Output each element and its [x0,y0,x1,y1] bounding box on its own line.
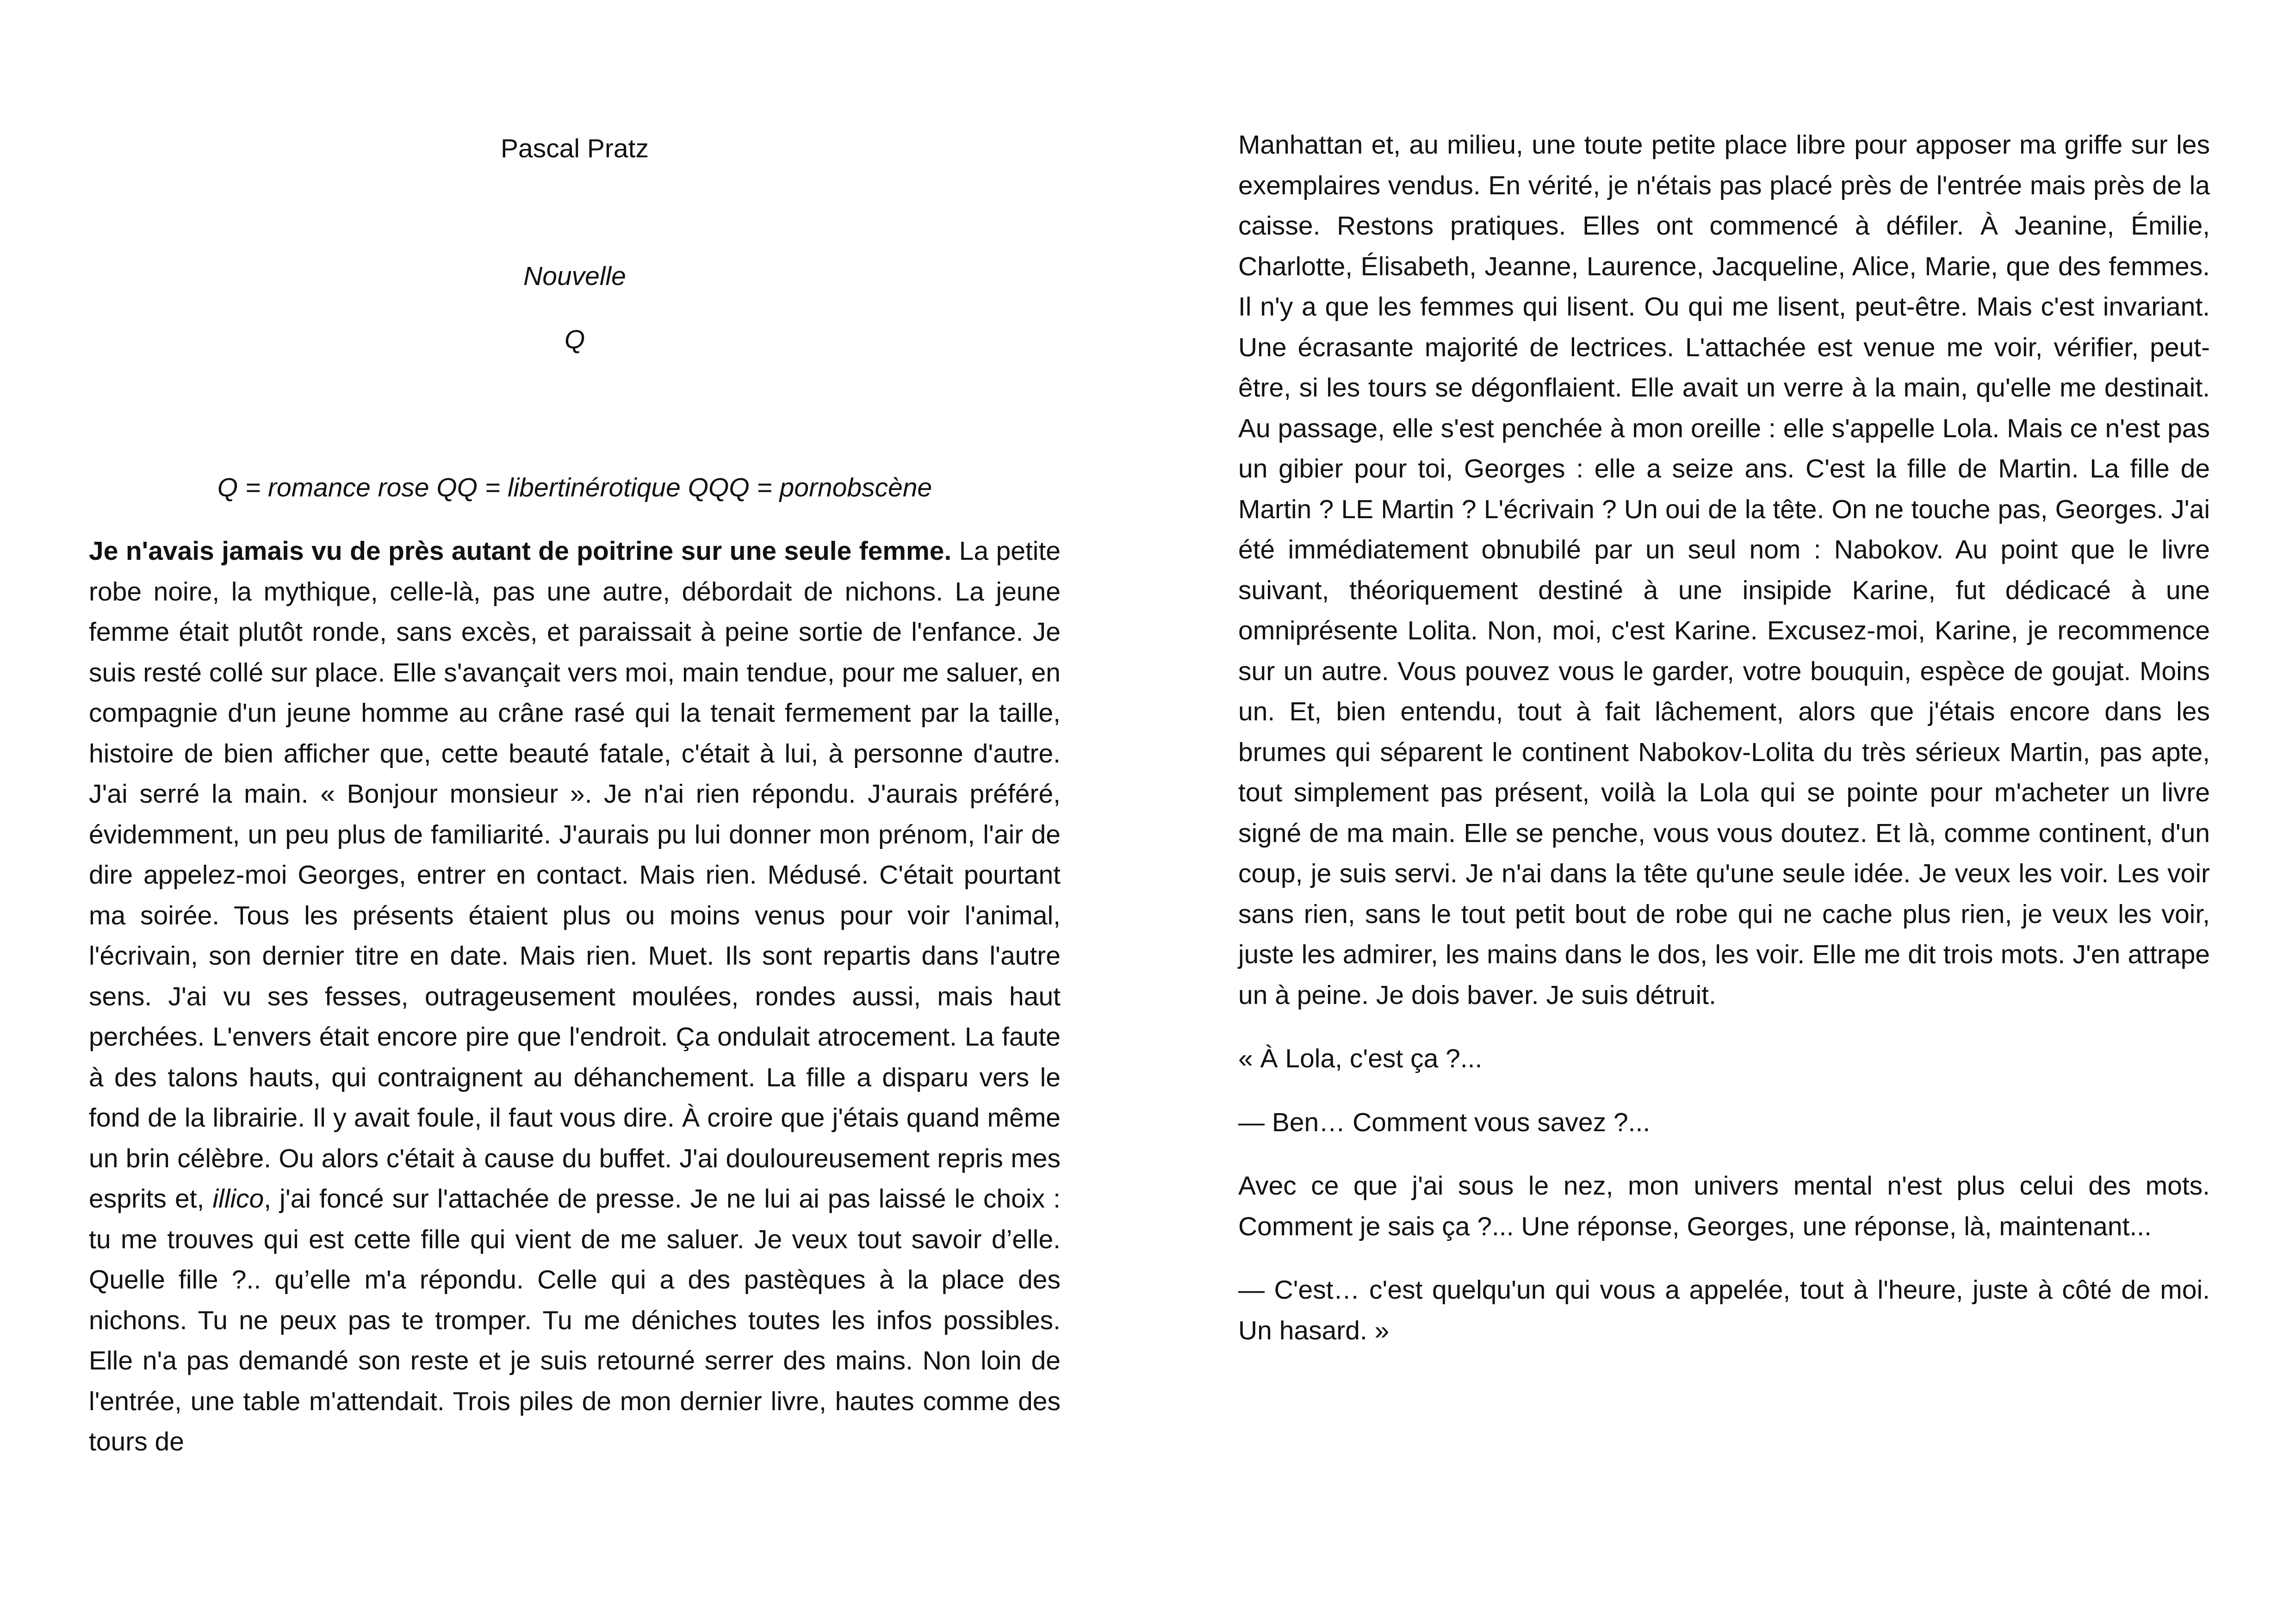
italic-word: illico [212,1184,264,1214]
dialogue-line-3: — C'est… c'est quelqu'un qui vous a appelée, tout à l'heure, juste à côté de moi. Un hasard. » [1238,1275,2210,1345]
narration-paragraph: Avec ce que j'ai sous le nez, mon univers mental n'est plus celui des mots. Comment je sais ça ?... Une réponse, Georges, une réponse, là, maintenant... [1238,1171,2210,1241]
right-body-text [1238,125,2210,1351]
dialogue-line-2: — Ben… Comment vous savez ?... [1238,1107,1651,1137]
dialogue-line-1: « À Lola, c'est ça ?... [1238,1044,1483,1073]
opening-paragraph [89,531,1061,1462]
rating-label: Q [564,325,585,354]
author-name: Pascal Pratz [501,134,649,163]
paragraph-text: La petite robe noire, la mythique, celle-là, pas une autre, débordait de nichons. La jeune femme était plutôt ronde, sans excès, et paraissait à peine sortie de l'enfance. Je suis resté collé sur place. Elle s'avançait vers moi, main tendue, pour me saluer, en compagnie d'un jeune homme au crâne rasé qui la tenait fermement par la taille, histoire de bien afficher que, cette beauté fatale, c'était à lui, à personne d'autre. J'ai serré la main. « Bonjour monsieur ». Je n'ai rien répondu. J'aurais préféré, évidemment, un peu plus de familiarité. J'aurais pu lui donner mon prénom, l'air de dire appelez-moi Georges, entrer en contact. Mais rien. Médusé. C'était pourtant ma soirée. Tous les présents étaient plus ou moins venus pour voir l'animal, l'écrivain, son dernier titre en date. Mais rien. Muet. Ils sont repartis dans l'autre sens. J'ai vu ses fesses, outrageusement moulées, rondes aussi, mais haut perchées. L'envers était encore pire que l'endroit. Ça ondulait atrocement. La faute à des talons hauts, qui contraignent au déhanchement. La fille a disparu vers le fond de la librairie. Il y avait foule, il faut vous dire. À croire que j'étais quand même un brin célèbre. Ou alors c'était à cause du buffet. J'ai douloureusement repris mes esprits et, [89,536,1061,1214]
genre-label: Nouvelle [523,261,626,291]
opening-sentence: Je n'avais jamais vu de près autant de poitrine sur une seule femme. [89,536,952,566]
paragraph-text-continued: , j'ai foncé sur l'attachée de presse. Je ne lui ai pas laissé le choix : tu me trouves qui est cette fille qui vient de me saluer. Je veux tout savoir d’elle. Quelle fille ?.. qu’elle m'a répondu. Celle qui a des pastèques à la place des nichons. Tu ne peux pas te tromper. Tu me déniches toutes les infos possibles. Elle n'a pas demandé son reste et je suis retourné serrer des mains. Non loin de l'entrée, une table m'attendait. Trois piles de mon dernier livre, hautes comme des tours de [89,1184,1061,1456]
left-body-text [89,531,1061,1462]
continued-paragraph: Manhattan et, au milieu, une toute petite place libre pour apposer ma griffe sur les exemplaires vendus. En vérité, je n'étais pas placé près de l'entrée mais près de la caisse. Restons pratiques. Elles ont commencé à défiler. À Jeanine, Émilie, Charlotte, Élisabeth, Jeanne, Laurence, Jacqueline, Alice, Marie, que des femmes. Il n'y a que les femmes qui lisent. Ou qui me lisent, peut-être. Mais c'est invariant. Une écrasante majorité de lectrices. L'attachée est venue me voir, vérifier, peut-être, si les tours se dégonflaient. Elle avait un verre à la main, qu'elle me destinait. Au passage, elle s'est penchée à mon oreille : elle s'appelle Lola. Mais ce n'est pas un gibier pour toi, Georges : elle a seize ans. C'est la fille de Martin. La fille de Martin ? LE Martin ? L'écrivain ? Un oui de la tête. On ne touche pas, Georges. J'ai été immédiatement obnubilé par un seul nom : Nabokov. Au point que le livre suivant, théoriquement destiné à une insipide Karine, fut dédicacé à une omniprésente Lolita. Non, moi, c'est Karine. Excusez-moi, Karine, je recommence sur un autre. Vous pouvez vous le garder, votre bouquin, espèce de goujat. Moins un. Et, bien entendu, tout à fait lâchement, alors que j'étais encore dans les brumes qui séparent le continent Nabokov-Lolita du très sérieux Martin, pas apte, tout simplement pas présent, voilà la Lola qui se pointe pour m'acheter un livre signé de ma main. Elle se penche, vous vous doutez. Et là, comme continent, d'un coup, je suis servi. Je n'ai dans la tête qu'une seule idée. Je veux les voir. Les voir sans rien, sans le tout petit bout de robe qui ne cache plus rien, je veux les voir, juste les admirer, les mains dans le dos, les voir. Elle me dit trois mots. J'en attrape un à peine. Je dois baver. Je suis détruit. [1238,130,2210,1010]
rating-legend: Q = romance rose QQ = libertinérotique QQQ = pornobscène [217,473,932,502]
